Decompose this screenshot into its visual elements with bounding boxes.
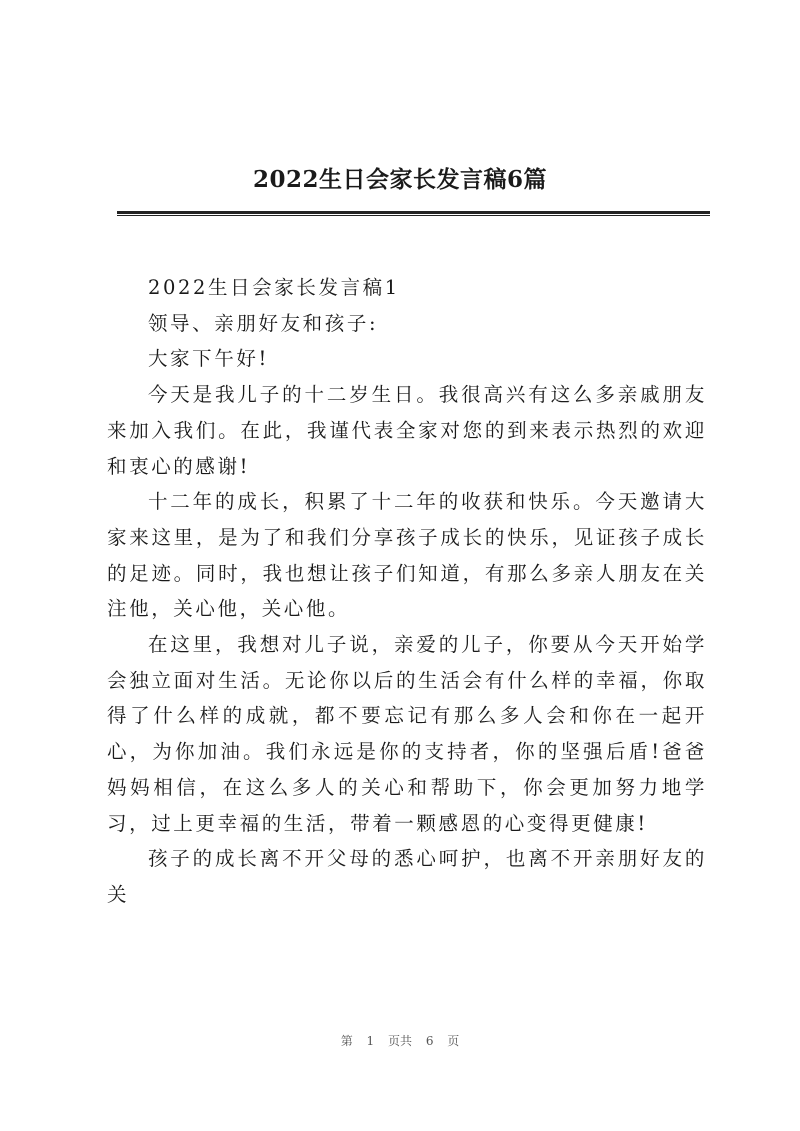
paragraph: 今天是我儿子的十二岁生日。我很高兴有这么多亲戚朋友来加入我们。在此，我谨代表全家对您的到来表示热烈的欢迎和衷心的感谢! xyxy=(107,383,707,478)
page-number: 第 1 页共 6 页 xyxy=(340,1034,460,1048)
paragraph: 十二年的成长，积累了十二年的收获和快乐。今天邀请大家来这里，是为了和我们分享孩子成长的快乐，见证孩子成长的足迹。同时，我也想让孩子们知道，有那么多亲人朋友在关注他，关心他，关心他。 xyxy=(107,490,707,621)
greeting: 大家下午好! xyxy=(147,347,269,371)
section-heading: 2022生日会家长发言稿1 xyxy=(147,276,400,299)
salutation: 领导、亲朋好友和孩子: xyxy=(147,311,379,335)
document-body xyxy=(107,270,707,913)
document-title: 2022生日会家长发言稿6篇 xyxy=(252,166,548,193)
paragraph: 在这里，我想对儿子说，亲爱的儿子，你要从今天开始学会独立面对生活。无论你以后的生活会有什么样的幸福，你取得了什么样的成就，都不要忘记有那么多人会和你在一起开心，为你加油。我们永远是你的支持者，你的坚强后盾!爸爸妈妈相信，在这么多人的关心和帮助下，你会更加努力地学习，过上更幸福的生活，带着一颗感恩的心变得更健康! xyxy=(107,633,707,835)
paragraph: 孩子的成长离不开父母的悉心呵护，也离不开亲朋好友的关 xyxy=(107,847,707,906)
title-underline xyxy=(117,211,710,214)
